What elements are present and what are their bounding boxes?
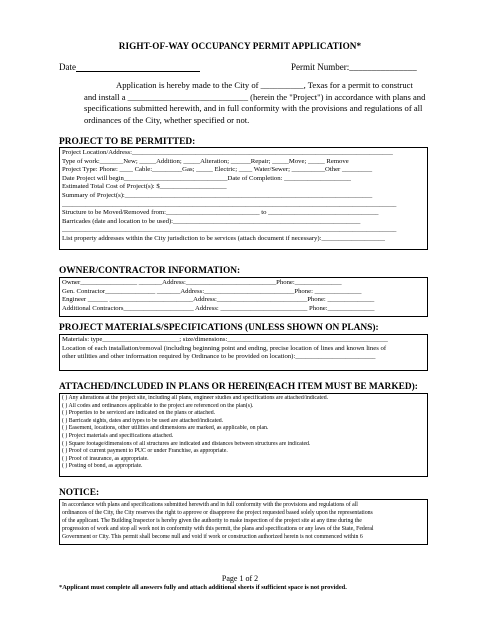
checklist-item[interactable]: ( ) Project materials and specifications attached. <box>62 432 174 439</box>
type-of-work-field[interactable]: Type of work:_______New; _____Addition; _____Alteration; ______Repair; _____Move; _____ Remove <box>62 157 349 165</box>
checklist-item[interactable]: ( ) Proof of insurance, as appropriate. <box>62 455 149 462</box>
checklist-item[interactable]: ( ) Easement, locations, other utilities and dimensions are marked, as applicable, on plan. <box>62 425 269 432</box>
checklist-item[interactable]: ( ) Square footage/dimensions of all structures are indicated and distances between structures are indicated. <box>62 440 311 447</box>
date-label: Date <box>59 62 76 72</box>
project-location-field[interactable]: Project Location/Address:______________________________________________________________________________ <box>62 149 393 156</box>
materials-box <box>59 334 428 371</box>
notice-line: Government or City. This permit shall become null and void if work or construction authorized herein is not commenced within 6 <box>62 534 363 541</box>
location-field[interactable]: other utilities and other information required by Ordinance to be provided on location):________________________ <box>62 353 376 361</box>
date-field[interactable] <box>76 71 200 72</box>
engineer-row[interactable]: Engineer ______ _________________________Address:___________________________Phone: ______________ <box>62 296 375 304</box>
property-addresses-field[interactable]: List property addresses within the City jurisdiction to be services (attach document if necessary):___________________ <box>62 234 385 242</box>
summary-field[interactable]: Summary of Project(s):__________________________________________________________________________ <box>62 191 373 199</box>
materials-heading: PROJECT MATERIALS/SPECIFICATIONS (UNLESS SHOWN ON PLANS): <box>59 323 379 333</box>
notice-box <box>59 499 428 545</box>
project-type-field[interactable]: Project Type: Phone: ____ Cable:_________Gas; _____ Electric; ____ Water/Sewer; __________Other _________ <box>62 166 373 174</box>
checklist-item[interactable]: ( ) Any alterations at the project site, including all plans, engineer studies and specifications are attached/indicated. <box>62 395 329 401</box>
location-description: Location of each installation/removal (including beginning point and ending, precise location of lines and known lines of <box>62 344 387 352</box>
attached-box <box>59 393 428 477</box>
checklist-item[interactable]: ( ) Barricade sights, dates and types to be used are attached/indicated. <box>62 417 224 424</box>
checklist-item[interactable]: ( ) Posting of bond, as appropriate. <box>62 463 143 470</box>
gen-contractor-row[interactable]: Gen. Contractor_______________ _______Address:___________________________Phone: ______________ <box>62 287 362 295</box>
notice-line: progression of work and stop all work not in conformity with this permit, the plans and specifications or any laws of the State, Federal <box>62 526 374 533</box>
additional-contractors-row[interactable]: Additional Contractors_____________________ Address: __________________________ Phone:______________ <box>62 304 375 312</box>
footnote: *Applicant must complete all answers fully and attach additional sheets if sufficient space is not provided. <box>59 584 347 591</box>
attached-heading: ATTACHED/INCLUDED IN PLANS OR HEREIN(EACH ITEM MUST BE MARKED): <box>59 382 418 392</box>
checklist-item[interactable]: ( ) Properties to be serviced are indicated on the plans or attached. <box>62 410 216 417</box>
owner-heading: OWNER/CONTRACTOR INFORMATION: <box>59 266 241 276</box>
project-box <box>59 147 428 250</box>
barricades-field-continued[interactable]: ____________________________________________________________________________________________________ <box>62 226 397 234</box>
project-heading: PROJECT TO BE PERMITTED: <box>59 137 196 147</box>
project-dates-field[interactable]: Date Project will begin_______________________________Date of Completion: ____________________ <box>62 174 352 182</box>
notice-line: ordinances of the City, the City reserves the right to approve or disapprove the project requested based solely upon the representations <box>62 510 373 517</box>
notice-heading: NOTICE: <box>59 488 100 498</box>
owner-row[interactable]: Owner_________________ _______Address:___________________________Phone:______________ <box>62 279 342 286</box>
notice-line: of the applicant. The Building Inspector is hereby given the authority to make inspection of the project site at any time during the <box>62 518 362 525</box>
structure-moved-field[interactable]: Structure to be Moved/Removed from:____________________________ to _________________________________ <box>62 209 379 217</box>
intro-paragraph: Application is hereby made to the City of __________, Texas for a permit to construct and install a ____________________________ (herein the "Project") in accordance with plans and specifications submitted herewith, and in full conformity with the provisions and regulations of all ordinances of the City, whether specified or not. <box>84 80 426 125</box>
estimated-cost-field[interactable]: Estimated Total Cost of Project(s): $____________________ <box>62 183 227 191</box>
notice-line: In accordance with plans and specifications submitted herewith and in full conformity with the provisions and regulations of all <box>62 502 358 508</box>
page-number: Page 1 of 2 <box>221 574 259 583</box>
permit-number-field[interactable]: Permit Number:_______________ <box>291 62 417 72</box>
materials-type-field[interactable]: Materials: type_______________________; size/dimensions:________________________________________________ <box>62 336 388 343</box>
owner-box <box>59 277 428 317</box>
barricades-field[interactable]: Barricades (date and location to be used):________________________________________________________ <box>62 217 361 225</box>
checklist-item[interactable]: ( ) Proof of current payment to PUC or under Franchise, as appropriate. <box>62 448 228 455</box>
checklist-item[interactable]: ( ) All codes and ordinances applicable to the project are referenced on the plan(s). <box>62 402 254 409</box>
summary-field-continued[interactable]: ____________________________________________________________________________________________________ <box>62 200 397 208</box>
document-title: RIGHT-OF-WAY OCCUPANCY PERMIT APPLICATION* <box>118 41 362 51</box>
